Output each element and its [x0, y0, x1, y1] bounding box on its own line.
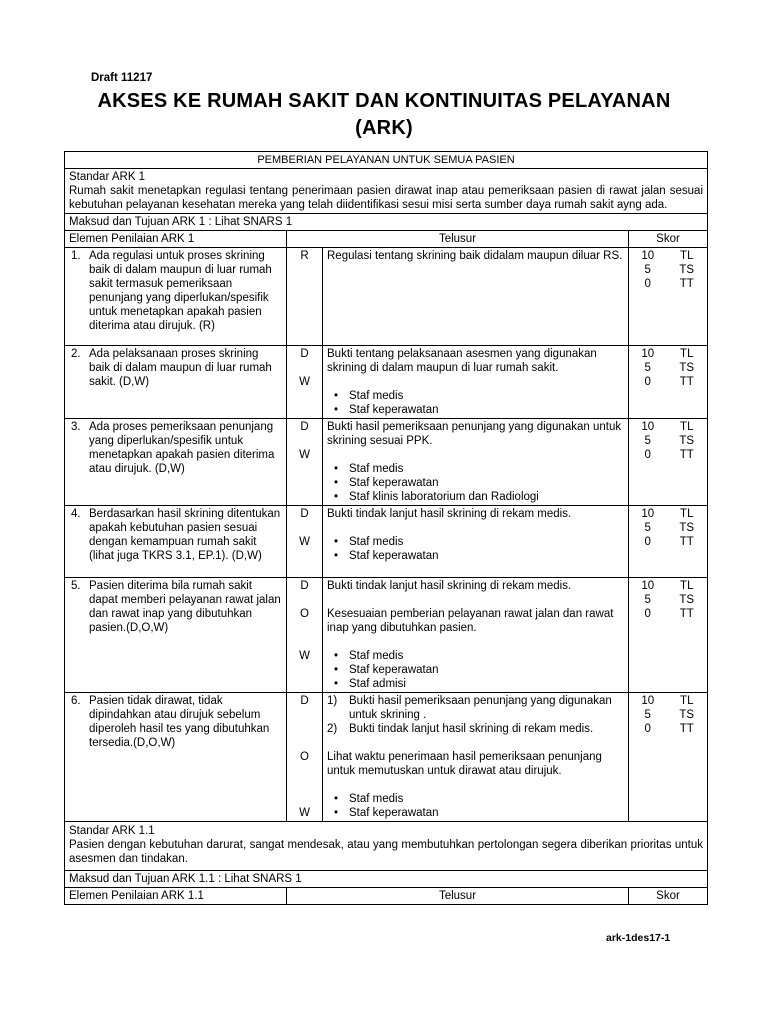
score-code-ts: TS [679, 435, 695, 447]
score-code-tl: TL [680, 348, 694, 360]
trace-cell [323, 419, 629, 506]
method-cell [287, 506, 323, 578]
score-10: 10 [641, 348, 655, 360]
list-item: • Staf medis [327, 792, 624, 806]
score-values-cell [629, 693, 667, 822]
list-item: • Staf keperawatan [327, 663, 624, 677]
score-code-tl: TL [680, 508, 694, 520]
method-code: O [300, 751, 309, 763]
header-row [65, 888, 708, 905]
list-item: • Staf keperawatan [327, 806, 624, 820]
score-values-cell [629, 506, 667, 578]
score-0: 0 [644, 449, 651, 461]
element-number: 4. [71, 508, 81, 520]
score-0: 0 [644, 278, 651, 290]
score-code-tl: TL [680, 250, 694, 262]
list-item: • Staf medis [327, 462, 624, 476]
method-code: W [299, 536, 310, 548]
score-5: 5 [644, 594, 651, 606]
table-row [65, 419, 708, 506]
title-line-2: (ARK) [355, 117, 413, 139]
item-text: Bukti tindak lanjut hasil skrining di rekam medis. [349, 723, 594, 735]
element-number: 2. [71, 348, 81, 360]
column-header-trace: Telusur [287, 231, 629, 248]
column-header-trace: Telusur [287, 888, 629, 905]
score-code-tt: TT [679, 376, 694, 388]
purpose-cell: Maksud dan Tujuan ARK 1 : Lihat SNARS 1 [65, 214, 708, 231]
standard-text: Rumah sakit menetapkan regulasi tentang penerimaan pasien dirawat inap atau pemeriksaan pasien di rawat jalan sesuai kebutuhan pelayanan kesehatan mereka yang telah diidentifikasi sesui misi serta sumber daya rumah sakit ayng ada. [69, 185, 704, 211]
score-10: 10 [641, 695, 655, 707]
item-text: Bukti hasil pemeriksaan penunjang yang digunakan untuk skrining . [349, 695, 612, 721]
method-code: W [299, 449, 310, 461]
draft-label: Draft 11217 [91, 72, 153, 84]
standard-row [65, 169, 708, 214]
score-values-cell [629, 346, 667, 419]
item-number: 2) [327, 723, 338, 735]
standard-cell [65, 822, 708, 871]
element-text: Pasien tidak dirawat, tidak dipindahkan atau dirujuk sebelum diperoleh hasil tes yang dibutuhkan tersedia.(D,O,W) [89, 695, 270, 749]
score-5: 5 [644, 709, 651, 721]
score-code-ts: TS [679, 362, 695, 374]
score-0: 0 [644, 723, 651, 735]
title-line-1: AKSES KE RUMAH SAKIT DAN KONTINUITAS PELAYANAN [97, 90, 671, 112]
list-item: • Staf admisi [327, 677, 624, 691]
trace-text: Bukti tindak lanjut hasil skrining di rekam medis. [327, 580, 572, 592]
trace-text: Regulasi tentang skrining baik didalam maupun diluar RS. [327, 250, 623, 262]
method-code: D [300, 580, 309, 592]
standard-row [65, 822, 708, 871]
element-cell [65, 419, 287, 506]
score-codes-cell [667, 578, 708, 693]
purpose-row [65, 214, 708, 231]
assessment-table [64, 151, 708, 905]
element-text: Berdasarkan hasil skrining ditentukan apakah kebutuhan pasien sesuai dengan kemampuan rumah sakit (lihat juga TKRS 3.1, EP.1). (D,W) [89, 508, 281, 562]
column-header-score: Skor [629, 231, 708, 248]
score-10: 10 [641, 421, 655, 433]
list-item: • Staf keperawatan [327, 549, 624, 563]
method-cell [287, 419, 323, 506]
staff-list [327, 649, 624, 691]
score-10: 10 [641, 580, 655, 592]
score-codes-cell [667, 248, 708, 346]
trace-text: Bukti tindak lanjut hasil skrining di rekam medis. [327, 508, 572, 520]
score-code-tl: TL [680, 695, 694, 707]
element-number: 1. [71, 250, 81, 262]
score-codes-cell [667, 419, 708, 506]
element-cell [65, 578, 287, 693]
standard-label: Standar ARK 1 [69, 171, 146, 183]
element-cell [65, 506, 287, 578]
standard-label: Standar ARK 1.1 [69, 825, 155, 837]
score-values-cell [629, 248, 667, 346]
score-code-tt: TT [679, 278, 694, 290]
table-row [65, 248, 708, 346]
score-10: 10 [641, 250, 655, 262]
method-code: D [300, 348, 309, 360]
method-cell [287, 693, 323, 822]
element-number: 3. [71, 421, 81, 433]
table-row [65, 346, 708, 419]
method-code: O [300, 608, 309, 620]
trace-text: Bukti tentang pelaksanaan asesmen yang digunakan skrining di dalam maupun di luar rumah sakit. [327, 348, 597, 374]
column-header-element: Elemen Penilaian ARK 1.1 [65, 888, 287, 905]
trace-text: Lihat waktu penerimaan hasil pemeriksaan penunjang untuk memutuskan untuk dirawat atau dirujuk. [327, 751, 602, 777]
numbered-item [327, 722, 624, 736]
method-cell [287, 578, 323, 693]
element-text: Ada proses pemeriksaan penunjang yang diperlukan/spesifik untuk menetapkan apakah pasien diterima atau dirujuk. (D,W) [89, 421, 275, 475]
score-code-ts: TS [679, 594, 695, 606]
score-0: 0 [644, 608, 651, 620]
score-5: 5 [644, 522, 651, 534]
element-cell [65, 693, 287, 822]
score-code-tl: TL [680, 421, 694, 433]
trace-cell [323, 248, 629, 346]
staff-list [327, 792, 624, 820]
trace-text: Kesesuaian pemberian pelayanan rawat jalan dan rawat inap yang dibutuhkan pasien. [327, 608, 614, 634]
trace-text: Bukti hasil pemeriksaan penunjang yang digunakan untuk skrining sesuai PPK. [327, 421, 622, 447]
score-code-ts: TS [679, 264, 695, 276]
element-number: 6. [71, 695, 81, 707]
method-cell [287, 248, 323, 346]
column-header-score: Skor [629, 888, 708, 905]
score-5: 5 [644, 362, 651, 374]
numbered-item [327, 694, 624, 722]
score-5: 5 [644, 435, 651, 447]
element-text: Ada regulasi untuk proses skrining baik di dalam maupun di luar rumah sakit termasuk pemeriksaan penunjang yang diperlukan/spesifik untuk menetapkan apakah pasien diterima atau dirujuk. (R) [89, 250, 272, 332]
item-number: 1) [327, 695, 338, 707]
list-item: • Staf medis [327, 649, 624, 663]
list-item: • Staf klinis laboratorium dan Radiologi [327, 490, 624, 504]
list-item: • Staf medis [327, 389, 624, 403]
score-values-cell [629, 578, 667, 693]
trace-cell [323, 578, 629, 693]
score-code-ts: TS [679, 709, 695, 721]
score-10: 10 [641, 508, 655, 520]
method-code: W [299, 807, 310, 819]
table-banner: PEMBERIAN PELAYANAN UNTUK SEMUA PASIEN [65, 152, 708, 169]
trace-cell [323, 506, 629, 578]
score-code-tt: TT [679, 608, 694, 620]
method-code: D [300, 695, 309, 707]
element-text: Ada pelaksanaan proses skrining baik di dalam maupun di luar rumah sakit. (D,W) [89, 348, 272, 388]
standard-cell [65, 169, 708, 214]
element-cell [65, 346, 287, 419]
score-code-ts: TS [679, 522, 695, 534]
method-code: D [300, 508, 309, 520]
purpose-row [65, 871, 708, 888]
score-0: 0 [644, 536, 651, 548]
trace-cell [323, 693, 629, 822]
score-code-tt: TT [679, 536, 694, 548]
column-header-element: Elemen Penilaian ARK 1 [65, 231, 287, 248]
table-row [65, 506, 708, 578]
standard-text: Pasien dengan kebutuhan darurat, sangat mendesak, atau yang membutuhkan pertolongan segera diberikan prioritas untuk asesmen dan tindakan. [69, 839, 704, 865]
method-code: W [299, 376, 310, 388]
list-item: • Staf keperawatan [327, 403, 624, 417]
method-code: W [299, 650, 310, 662]
staff-list [327, 462, 624, 504]
table-row [65, 578, 708, 693]
score-codes-cell [667, 693, 708, 822]
score-5: 5 [644, 264, 651, 276]
method-code: R [300, 250, 309, 262]
trace-cell [323, 346, 629, 419]
element-text: Pasien diterima bila rumah sakit dapat memberi pelayanan rawat jalan dan rawat inap yang dibutuhkan pasien.(D,O,W) [89, 580, 281, 634]
score-code-tt: TT [679, 723, 694, 735]
header-row [65, 231, 708, 248]
method-cell [287, 346, 323, 419]
score-values-cell [629, 419, 667, 506]
table-row [65, 693, 708, 822]
score-code-tl: TL [680, 580, 694, 592]
staff-list [327, 389, 624, 417]
element-number: 5. [71, 580, 81, 592]
method-code: D [300, 421, 309, 433]
score-codes-cell [667, 506, 708, 578]
page-title [60, 88, 708, 142]
list-item: • Staf keperawatan [327, 476, 624, 490]
score-0: 0 [644, 376, 651, 388]
score-codes-cell [667, 346, 708, 419]
purpose-cell: Maksud dan Tujuan ARK 1.1 : Lihat SNARS 1 [65, 871, 708, 888]
score-code-tt: TT [679, 449, 694, 461]
staff-list [327, 535, 624, 563]
page-footer-code: ark-1des17-1 [606, 932, 671, 944]
table-banner-row [65, 152, 708, 169]
list-item: • Staf medis [327, 535, 624, 549]
element-cell [65, 248, 287, 346]
